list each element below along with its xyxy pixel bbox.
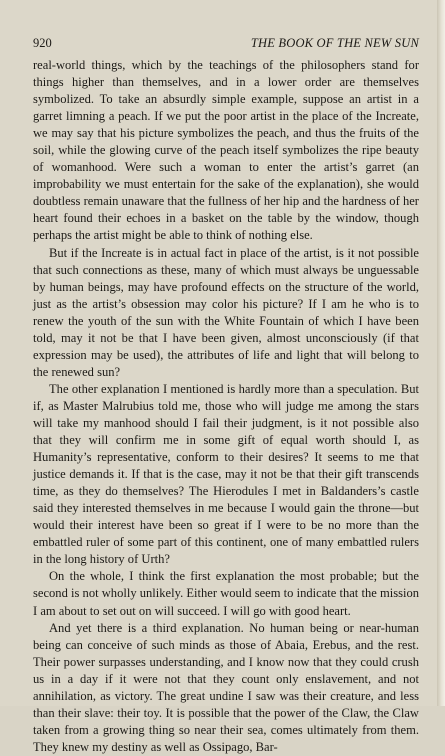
paragraph: On the whole, I think the first explanation the most probable; but the second is not wholly unlikely. Either would seem to indicate that the mission I am about to set out on will succeed. I will go with good heart. <box>33 569 419 618</box>
paragraph: The other explanation I mentioned is hardly more than a speculation. But if, as Master Malrubius told me, those who will judge me among the stars will take my manhood should I fail their judgment, is it not possible also that they will confirm me in some gift of equal worth should I, as Humanity’s representative, conform to their desires? It seems to me that justice demands it. If that is the case, may it not be that their gift transcends time, as they do themselves? The Hierodules I met in Baldanders’s castle said they interested themselves in me because I would gain the throne—but would their interest have been so great if I were to be no more than the embattled ruler of some part of this continent, one of many embattled rulers in the long history of Urth? <box>33 381 419 567</box>
paragraph: real-world things, which by the teachings of the philosophers stand for things higher than themselves, and in a lower order are themselves symbolized. To take an absurdly simple example, suppose an artist in a garret limning a peach. If we put the poor artist in the place of the Increate, we may say that his picture symbolizes the peach, and thus the fruits of the soil, while the glowing curve of the peach itself symbolizes the ripe beauty of womanhood. Were such a woman to enter the artist’s garret (an improbability we must entertain for the sake of the explanation), she would doubtless remain unaware that the fullness of her hip and the hardness of her heart found their echoes in a basket on the table by the window, though perhaps the artist might be able to think of nothing else. <box>33 58 419 243</box>
paragraph: And yet there is a third explanation. No human being or near-human being can conceive of such minds as those of Abaia, Erebus, and the rest. Their power surpasses understanding, and I know now that they could crush us in a day if it were not that they count only enslavement, and not annihilation, as victory. The great undine I saw was their creature, and less than their slave: their toy. It is possible that the power of the Claw, the Claw taken from a growing thing so near their sea, comes ultimately from them. They knew my destiny as well as Ossipago, Bar- <box>33 620 419 754</box>
page-number: 920 <box>33 36 52 50</box>
running-title: THE BOOK OF THE NEW SUN <box>250 36 419 50</box>
page-edge <box>437 0 445 706</box>
paragraph: But if the Increate is in actual fact in place of the artist, is it not possible that such connections as these, many of which must always be unguessable by human beings, may have profound effects on the structure of the world, just as the artist’s obsession may color his picture? If I am he who is to renew the youth of the sun with the White Fountain of which I have been told, may it not be that I have been given, almost unconsciously (if that expression may be used), the attributes of life and light that will belong to the renewed sun? <box>33 245 419 379</box>
running-header <box>33 36 419 51</box>
body-text <box>33 57 419 756</box>
